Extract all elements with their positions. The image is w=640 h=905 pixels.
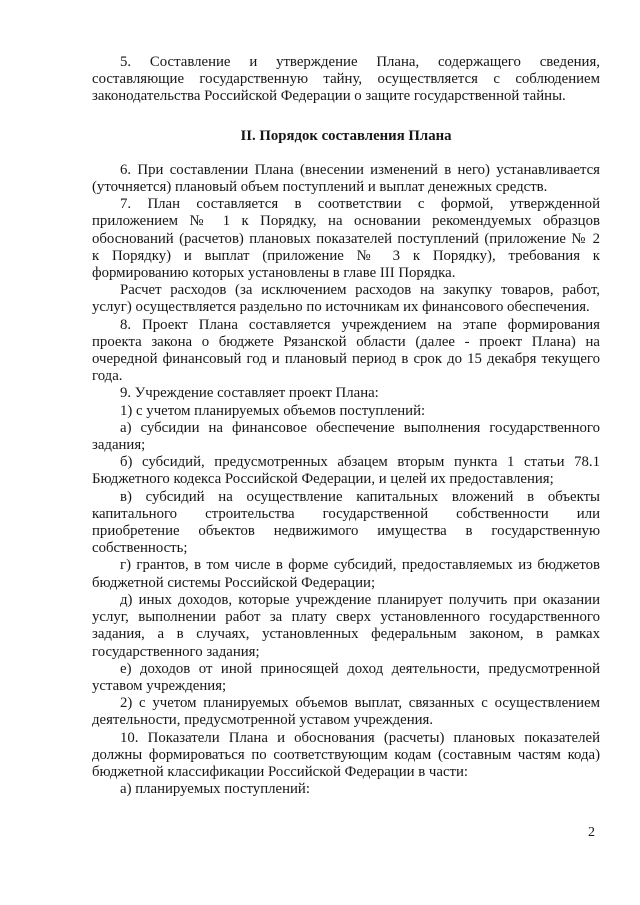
paragraph-line: 8. Проект Плана составляется учреждением на этапе формирования bbox=[120, 316, 600, 333]
paragraph-line: бюджетной системы Российской Федерации; bbox=[92, 574, 376, 591]
paragraph-line: проекта закона о бюджете Рязанской области (далее - проект Плана) на bbox=[92, 333, 600, 350]
subitem-9-1-g bbox=[92, 557, 600, 591]
document-body bbox=[92, 54, 600, 798]
paragraph-line: Расчет расходов (за исключением расходов на закупку товаров, работ, bbox=[120, 282, 600, 299]
subitem-9-1-d bbox=[92, 592, 600, 661]
subitem-9-1 bbox=[92, 403, 600, 420]
paragraph-7 bbox=[92, 196, 600, 282]
page-number: 2 bbox=[588, 825, 595, 840]
paragraph-line: к Порядку) и выплат (приложение № 3 к Порядку), требования к bbox=[92, 247, 600, 264]
paragraph-line: капитального строительства государственной собственности или bbox=[92, 505, 600, 522]
paragraph-line: законодательства Российской Федерации о защите государственной тайны. bbox=[92, 88, 566, 105]
paragraph-line: составляющие государственную тайну, осуществляется с соблюдением bbox=[92, 71, 600, 88]
paragraph-line: д) иных доходов, которые учреждение планирует получить при оказании bbox=[120, 591, 600, 608]
paragraph-line: государственного задания; bbox=[92, 643, 260, 660]
subitem-9-2 bbox=[92, 695, 600, 729]
paragraph-7-expenses-note bbox=[92, 282, 600, 316]
paragraph-line: 6. При составлении Плана (внесении изменений в него) устанавливается bbox=[120, 161, 600, 178]
paragraph-line: услуг, выполнении работ за плату сверх установленного государственного bbox=[92, 609, 600, 626]
paragraph-line: задания; bbox=[92, 437, 146, 454]
paragraph-line: 2) с учетом планируемых объемов выплат, связанных с осуществлением bbox=[120, 695, 600, 712]
subitem-10-a bbox=[92, 781, 600, 798]
paragraph-line: 5. Составление и утверждение Плана, содержащего сведения, bbox=[120, 54, 600, 70]
paragraph-9 bbox=[92, 385, 600, 402]
paragraph-line: формированию которых установлены в главе III Порядка. bbox=[92, 265, 456, 282]
paragraph-line: приложением № 1 к Порядку, на основании рекомендуемых образцов bbox=[92, 213, 600, 230]
paragraph-line: (уточняется) плановый объем поступлений и выплат денежных средств. bbox=[92, 179, 548, 196]
paragraph-5 bbox=[92, 54, 600, 106]
paragraph-line: 7. План составляется в соответствии с формой, утвержденной bbox=[120, 196, 600, 213]
paragraph-line: 9. Учреждение составляет проект Плана: bbox=[120, 385, 379, 402]
paragraph-line: деятельности, предусмотренной уставом учреждения. bbox=[92, 712, 434, 729]
paragraph-line: Бюджетного кодекса Российской Федерации, и целей их предоставления; bbox=[92, 471, 554, 488]
paragraph-line: бюджетной классификации Российской Федерации в части: bbox=[92, 763, 469, 780]
paragraph-line: должны формироваться по соответствующим кодам (составным частям кода) bbox=[92, 746, 600, 763]
paragraph-line: 1) с учетом планируемых объемов поступлений: bbox=[120, 402, 426, 419]
subitem-9-1-v bbox=[92, 489, 600, 558]
paragraph-line: задания, а в случаях, установленных федеральным законом, в рамках bbox=[92, 626, 600, 643]
paragraph-line: е) доходов от иной приносящей доход деятельности, предусмотренной bbox=[120, 660, 600, 677]
paragraph-line: а) планируемых поступлений: bbox=[120, 781, 310, 798]
paragraph-6 bbox=[92, 162, 600, 196]
paragraph-10 bbox=[92, 730, 600, 782]
section-heading: II. Порядок составления Плана bbox=[240, 127, 452, 144]
paragraph-line: обоснований (расчетов) плановых показателей поступлений (приложение № 2 bbox=[92, 230, 600, 247]
paragraph-line: приобретение объектов недвижимого имущества в государственную bbox=[92, 523, 600, 540]
paragraph-line: 10. Показатели Плана и обоснования (расчеты) плановых показателей bbox=[120, 729, 600, 746]
paragraph-line: б) субсидий, предусмотренных абзацем вторым пункта 1 статьи 78.1 bbox=[120, 454, 600, 471]
paragraph-line: услуг) осуществляется раздельно по источникам их финансового обеспечения. bbox=[92, 299, 590, 316]
paragraph-line: очередной финансовый год и плановый период в срок до 15 декабря текущего bbox=[92, 351, 600, 368]
paragraph-8 bbox=[92, 317, 600, 386]
subitem-9-1-e bbox=[92, 661, 600, 695]
paragraph-line: в) субсидий на осуществление капитальных вложений в объекты bbox=[120, 488, 600, 505]
subitem-9-1-a bbox=[92, 420, 600, 454]
paragraph-line: а) субсидии на финансовое обеспечение выполнения государственного bbox=[120, 419, 600, 436]
paragraph-line: собственность; bbox=[92, 540, 188, 557]
paragraph-line: г) грантов, в том числе в форме субсидий, предоставляемых из бюджетов bbox=[120, 557, 600, 574]
subitem-9-1-b bbox=[92, 454, 600, 488]
paragraph-line: уставом учреждения; bbox=[92, 677, 227, 694]
paragraph-line: года. bbox=[92, 368, 123, 385]
